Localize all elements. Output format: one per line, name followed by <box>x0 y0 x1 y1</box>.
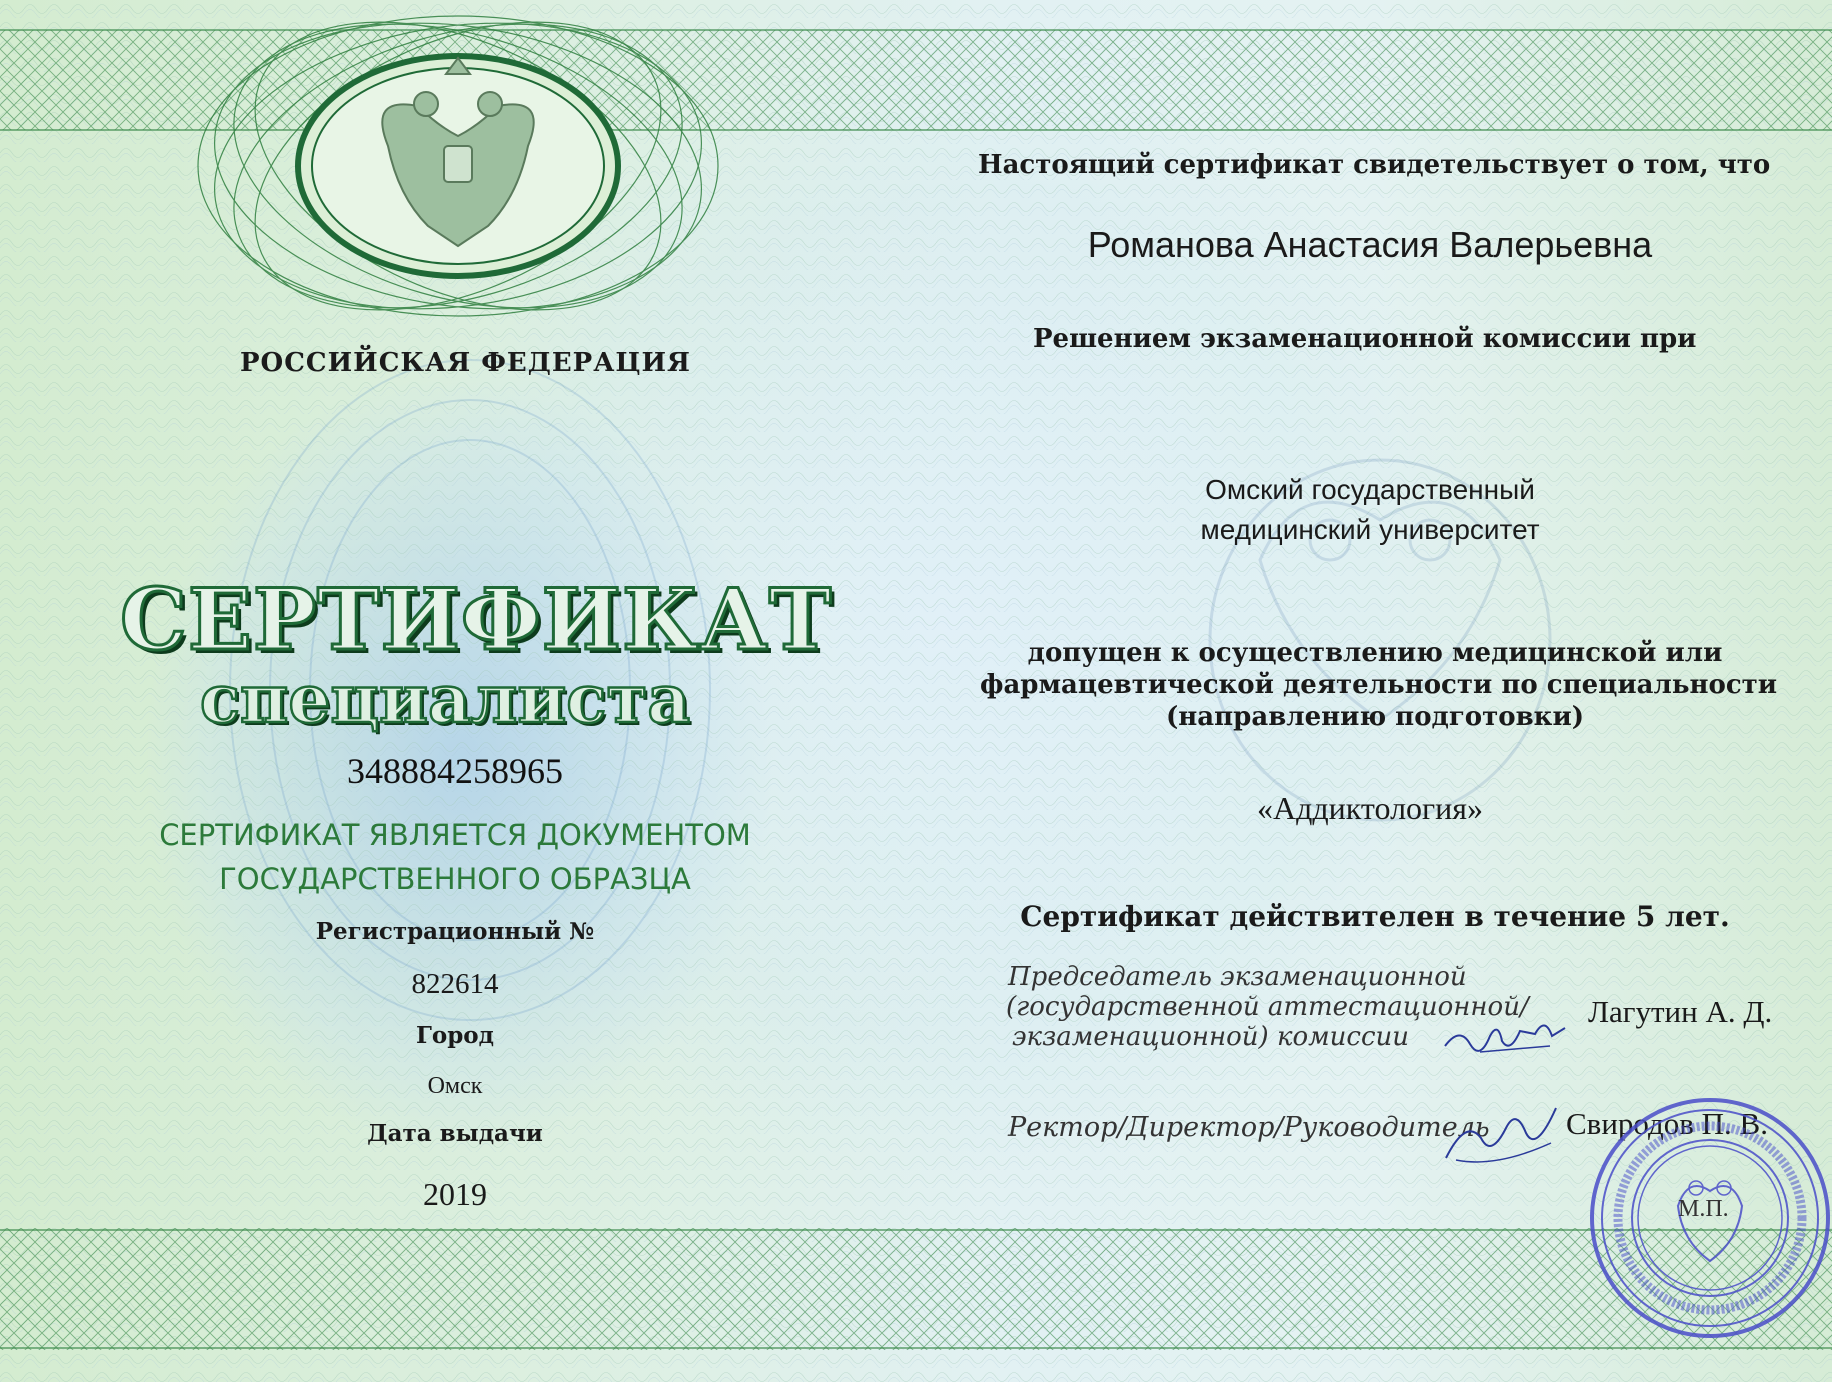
chairman-title-line-1: Председатель экзаменационной <box>1008 962 1467 992</box>
country-label: РОССИЙСКАЯ ФЕДЕРАЦИЯ <box>240 348 691 378</box>
city-label: Город <box>416 1022 494 1049</box>
state-document-line-2: ГОСУДАРСТВЕННОГО ОБРАЗЦА <box>219 862 691 896</box>
rector-signature <box>1436 1098 1566 1178</box>
certificate-title: СЕРТИФИКАТ <box>120 570 833 669</box>
chairman-name: Лагутин А. Д. <box>1588 994 1773 1029</box>
stamp-place-label: М.П. <box>1678 1196 1729 1222</box>
state-document-line-1: СЕРТИФИКАТ ЯВЛЯЕТСЯ ДОКУМЕНТОМ <box>159 818 751 852</box>
admission-line-1: допущен к осуществлению медицинской или <box>1027 638 1723 668</box>
bottom-border-band <box>0 1228 1832 1350</box>
registration-label: Регистрационный № <box>315 918 595 945</box>
issue-date-label: Дата выдачи <box>367 1120 543 1147</box>
russian-coat-of-arms-icon <box>178 6 738 336</box>
chairman-title-line-3: экзаменационной) комиссии <box>1012 1022 1410 1052</box>
city-value: Омск <box>427 1073 483 1099</box>
registration-number: 822614 <box>411 968 499 1000</box>
admission-line-3: (направлению подготовки) <box>1165 702 1585 732</box>
certificate-number: 348884258965 <box>347 751 563 791</box>
commission-decision: Решением экзаменационной комиссии при <box>1033 324 1697 354</box>
issue-date-value: 2019 <box>423 1176 487 1212</box>
rector-name: Свиродов П. В. <box>1566 1106 1768 1141</box>
chairman-signature <box>1440 1006 1570 1066</box>
holder-name: Романова Анастасия Валерьевна <box>1087 224 1653 265</box>
intro-text: Настоящий сертификат свидетельствует о том, что <box>978 150 1771 180</box>
specialty-name: «Аддиктология» <box>1257 790 1483 826</box>
rector-title: Ректор/Директор/Руководитель <box>1008 1112 1490 1143</box>
certificate-subtitle: специалиста <box>199 660 691 738</box>
chairman-title-line-2: (государственной аттестационной/ <box>1006 992 1529 1022</box>
validity-text: Сертификат действителен в течение 5 лет. <box>1020 900 1730 933</box>
organization-line-2: медицинский университет <box>1200 514 1540 545</box>
admission-line-2: фармацевтической деятельности по специальности <box>980 670 1778 700</box>
organization-line-1: Омский государственный <box>1205 474 1535 505</box>
